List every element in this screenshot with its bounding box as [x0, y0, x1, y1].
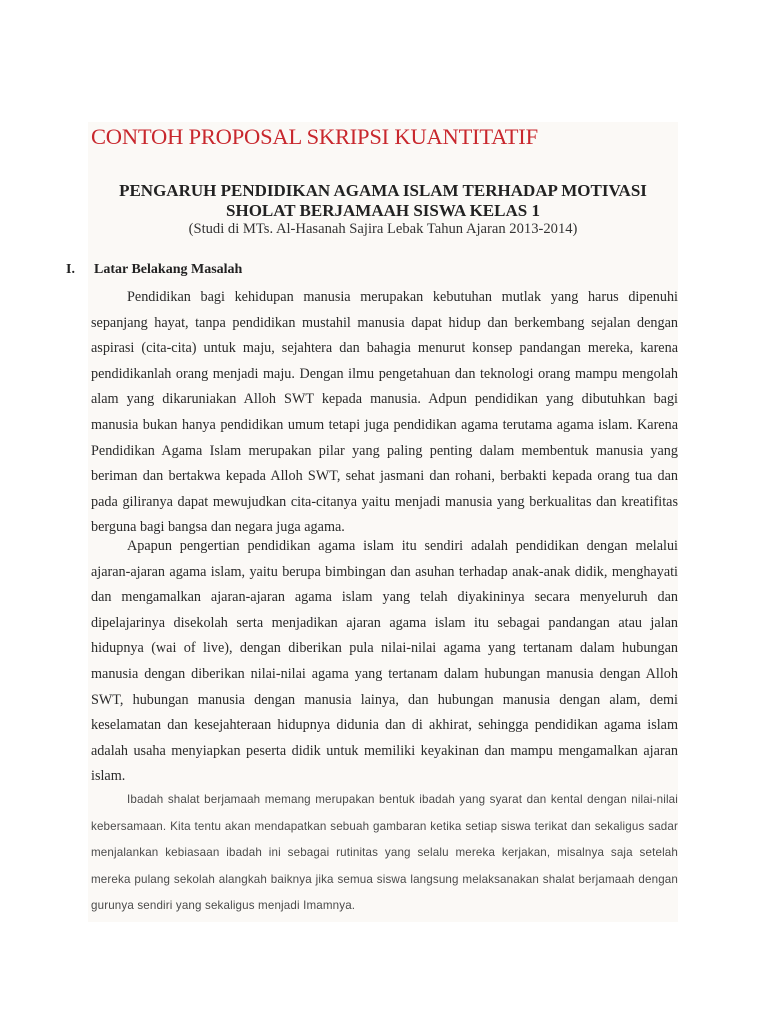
thesis-subtitle: (Studi di MTs. Al-Hasanah Sajira Lebak Tahun Ajaran 2013-2014) [188, 221, 578, 237]
paragraph-3: Ibadah shalat berjamaah memang merupakan bentuk ibadah yang syarat dan kental dengan nilai-nilai kebersamaan. Kita tentu akan mendapatkan sebuah gambaran ketika setiap siswa terikat dan sekaligus sadar menjalankan kebiasaan ibadah ini sebagai rutinitas yang selalu mereka kerjakan, misalnya saja setelah mereka pulang sekolah alangkah baiknya jika semua siswa langsung melaksanakan shalat berjamaah dengan gurunya sendiri yang sekaligus menjadi Imamnya. [91, 793, 678, 912]
thesis-title-line-2: SHOLAT BERJAMAAH SISWA KELAS 1 [226, 201, 540, 220]
document-title: CONTOH PROPOSAL SKRIPSI KUANTITATIF [91, 124, 538, 149]
paragraph-1: Pendidikan bagi kehidupan manusia merupakan kebutuhan mutlak yang harus dipenuhi sepanjang hayat, tanpa pendidikan mustahil manusia dapat hidup dan berkembang sejalan dengan aspirasi (cita-cita) untuk maju, sejahtera dan bahagia menurut konsep pandangan mereka, karena pendidikanlah orang menjadi maju. Dengan ilmu pengetahuan dan teknologi orang mampu mengolah alam yang dikaruniakan Alloh SWT kepada manusia. Adpun pendidikan yang dibutuhkan bagi manusia bukan hanya pendidikan umum tetapi juga pendidikan agama terutama agama islam. Karena Pendidikan Agama Islam merupakan pilar yang paling penting dalam membentuk manusia yang beriman dan bertakwa kepada Alloh SWT, sehat jasmani dan rohani, berbakti kepada orang tua dan pada giliranya dapat mewujudkan cita-citanya yaitu menjadi manusia yang berkualitas dan kreatifitas berguna bagi bangsa dan negara juga agama. [91, 289, 678, 536]
section-title: Latar Belakang Masalah [94, 262, 243, 277]
section-heading [66, 262, 242, 278]
thesis-title-line-1: PENGARUH PENDIDIKAN AGAMA ISLAM TERHADAP MOTIVASI [119, 181, 647, 200]
paragraph-2: Apapun pengertian pendidikan agama islam itu sendiri adalah pendidikan dengan melalui ajaran-ajaran agama islam, yaitu berupa bimbingan dan asuhan terhadap anak-anak didik, menghayati dan mengamalkan ajaran-ajaran agama islam yang telah diyakininya secara menyeluruh dan dipelajarinya disekolah serta menjadikan ajaran agama islam itu sebagai pandangan atau jalan hidupnya (wai of live), dengan diberikan pula nilai-nilai agama yang tertanam dalam hubungan manusia dengan diberikan nilai-nilai agama yang tertanam dalam hubungan manusia dengan Alloh SWT, hubungan manusia dengan manusia lainya, dan hubungan manusia dengan alam, demi keselamatan dan kesejahteraan hidupnya didunia dan di akhirat, sehingga pendidikan agama islam adalah usaha menyiapkan peserta didik untuk memiliki keyakinan dan mampu mengamalkan ajaran islam. [91, 538, 678, 785]
section-number: I. [66, 262, 75, 277]
